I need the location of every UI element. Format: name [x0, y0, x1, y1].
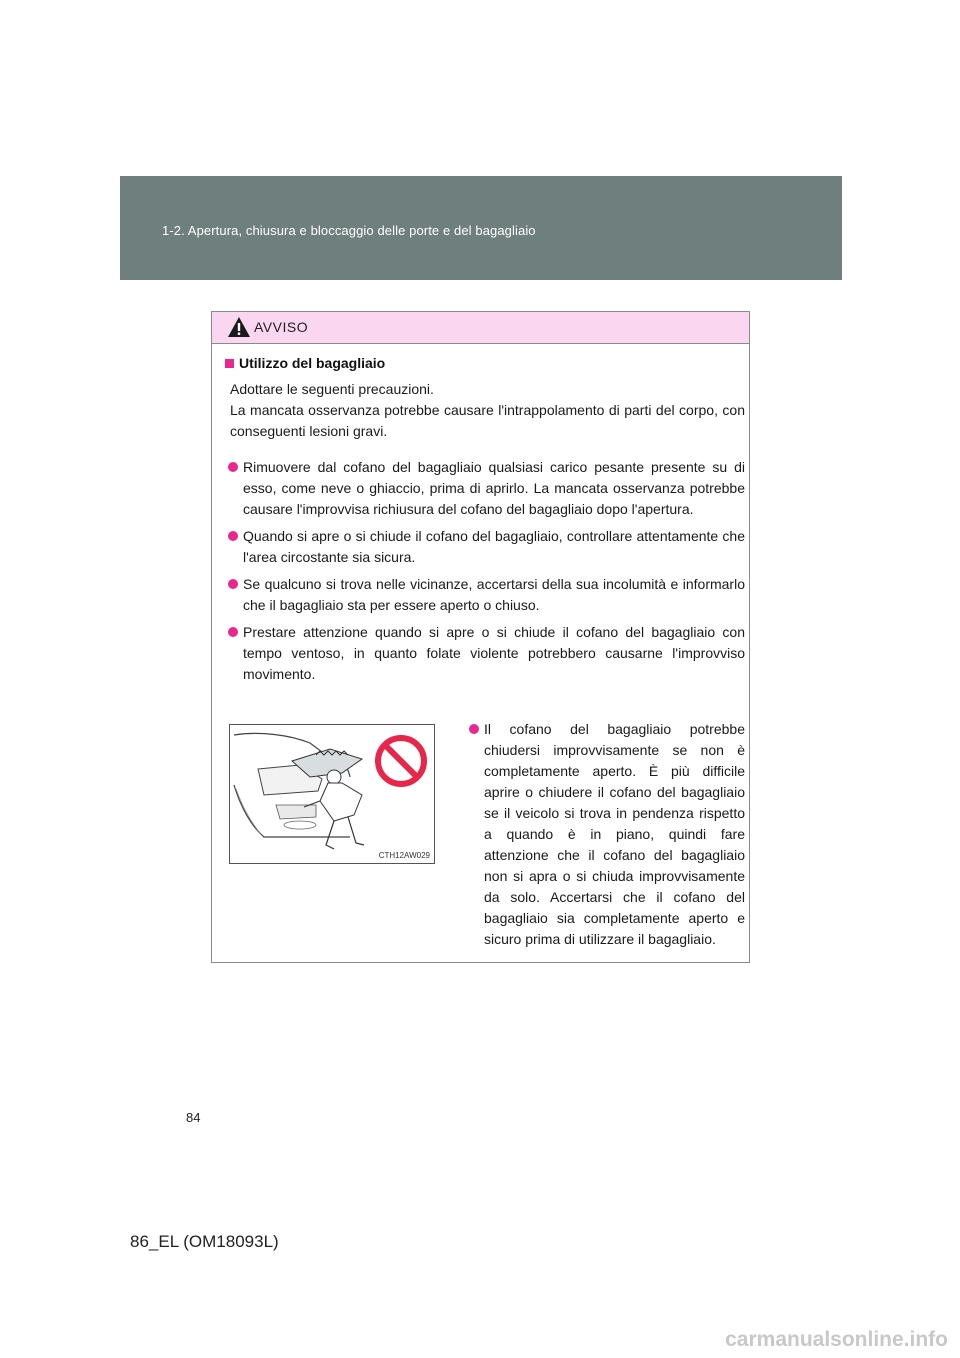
bullet-dot-icon	[228, 579, 238, 589]
bullet-dot-icon	[228, 531, 238, 541]
header-band	[120, 176, 842, 280]
bullet-dot-icon	[469, 724, 479, 734]
document-code: 86_EL (OM18093L)	[130, 1232, 279, 1251]
list-item-text: Se qualcuno si trova nelle vicinanze, accertarsi della sua incolumità e informarlo che il bagagliaio sta per essere aperto o chiuso.	[243, 576, 745, 613]
page-number: 84	[186, 1110, 201, 1125]
list-item-text: Prestare attenzione quando si apre o si chiude il cofano del bagagliaio con tempo ventoso, in quanto folate violente potrebbero causarne l'improvviso movimento.	[243, 624, 745, 682]
list-item	[226, 457, 745, 520]
warning-box	[211, 311, 750, 963]
list-item-text: Il cofano del bagagliaio potrebbe chiudersi improvvisamente se non è completamente aperto. È più difficile aprire o chiudere il cofano del bagagliaio se il veicolo si trova in pendenza rispetto a quando è in piano, quindi fare attenzione che il cofano del bagagliaio non si apra o si chiuda improvvisamente da solo. Accertarsi che il cofano del bagagliaio sia completamente aperto e sicuro prima di utilizzare il bagagliaio.	[484, 721, 745, 947]
list-item	[226, 622, 745, 685]
intro-text	[230, 379, 745, 442]
illustration-figure	[229, 724, 435, 864]
warning-label: AVVISO	[254, 319, 309, 335]
list-item	[226, 574, 745, 616]
section-title: 1-2. Apertura, chiusura e bloccaggio delle porte e del bagagliaio	[162, 223, 536, 238]
warning-triangle-icon	[227, 316, 251, 338]
warning-content	[212, 344, 749, 962]
side-bullet	[467, 719, 745, 950]
bullet-dot-icon	[228, 462, 238, 472]
trunk-illustration	[230, 725, 434, 863]
warning-header	[212, 312, 749, 344]
list-item-text: Quando si apre o si chiude il cofano del bagagliaio, controllare attentamente che l'area circostante sia sicura.	[243, 528, 745, 565]
list-item	[467, 719, 745, 950]
list-item-text: Rimuovere dal cofano del bagagliaio qualsiasi carico pesante presente su di esso, come neve o ghiaccio, prima di aprirlo. La mancata osservanza potrebbe causare l'improvvisa richiusura del cofano del bagagliaio dopo l'apertura.	[243, 459, 745, 517]
bullet-dot-icon	[228, 627, 238, 637]
square-bullet-icon	[225, 359, 234, 368]
list-item	[226, 526, 745, 568]
bullet-list	[226, 457, 745, 691]
watermark: carmanualsonline.info	[725, 1328, 948, 1351]
figure-code: CTH12AW029	[378, 851, 430, 860]
subsection-heading-text: Utilizzo del bagagliaio	[239, 355, 386, 371]
intro-line: Adottare le seguenti precauzioni.	[230, 381, 434, 397]
subsection-heading	[225, 355, 385, 371]
intro-line: La mancata osservanza potrebbe causare l'intrappolamento di parti del corpo, con conseguenti lesioni gravi.	[230, 402, 745, 439]
